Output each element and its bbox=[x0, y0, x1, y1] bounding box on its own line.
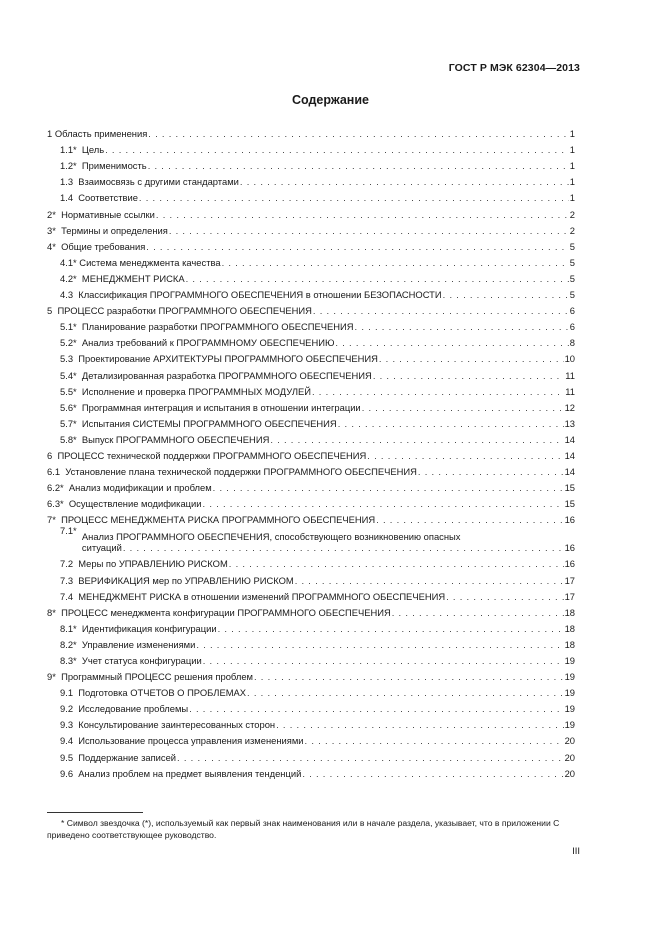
toc-entry-number: 1.2* bbox=[60, 160, 82, 172]
dot-leader bbox=[105, 144, 569, 155]
toc-entry-number: 9.3 bbox=[60, 719, 79, 731]
toc-entry[interactable] bbox=[47, 220, 575, 236]
toc-entry[interactable] bbox=[47, 397, 575, 413]
toc-entry-number: 4.2* bbox=[60, 272, 82, 284]
toc-entry-title: Использование процесса управления изменениями bbox=[78, 735, 304, 747]
dot-leader bbox=[156, 209, 569, 220]
toc-entry-title: Подготовка ОТЧЕТОВ О ПРОБЛЕМАХ bbox=[78, 687, 247, 699]
toc-entry-number: 9.5 bbox=[60, 751, 79, 763]
toc-entry-number: 5.3 bbox=[60, 353, 79, 365]
dot-leader bbox=[276, 719, 563, 730]
table-of-contents bbox=[47, 123, 575, 779]
toc-entry-number: 6.2* bbox=[47, 482, 69, 494]
toc-entry[interactable] bbox=[47, 634, 575, 650]
toc-entry-number: 7* bbox=[47, 514, 62, 526]
toc-entry-title: Поддержание записей bbox=[78, 751, 177, 763]
toc-entry-number: 7.1* bbox=[60, 525, 82, 537]
toc-entry-title: Детализированная разработка ПРОГРАММНОГО ОБЕСПЕЧЕНИЯ bbox=[81, 369, 372, 381]
toc-entry-page: 15 bbox=[564, 482, 575, 494]
toc-entry[interactable] bbox=[47, 569, 575, 585]
toc-entry-title: Применимость bbox=[81, 160, 147, 172]
toc-entry-title: Исследование проблемы bbox=[78, 703, 189, 715]
toc-entry-title: ВЕРИФИКАЦИЯ мер по УПРАВЛЕНИЮ РИСКОМ bbox=[78, 574, 294, 586]
toc-entry-page: 19 bbox=[564, 687, 575, 699]
toc-entry[interactable] bbox=[47, 477, 575, 493]
toc-entry-title: Цель bbox=[81, 144, 105, 156]
toc-entry-page: 1 bbox=[569, 144, 575, 156]
toc-entry-page: 19 bbox=[564, 655, 575, 666]
toc-entry-title: Меры по УПРАВЛЕНИЮ РИСКОМ bbox=[78, 558, 228, 570]
toc-entry[interactable] bbox=[47, 381, 575, 397]
toc-entry-number: 1.4 bbox=[60, 192, 79, 204]
toc-entry-number: 5.5* bbox=[60, 385, 82, 397]
toc-entry-page: 16 bbox=[564, 542, 575, 554]
toc-entry-page: 5 bbox=[569, 272, 575, 284]
toc-entry[interactable] bbox=[47, 682, 575, 698]
toc-entry-page: 1 bbox=[569, 128, 575, 140]
dot-leader bbox=[338, 418, 564, 429]
toc-entry-title: ПРОЦЕСС технической поддержки ПРОГРАММНОГО ОБЕСПЕЧЕНИЯ bbox=[57, 449, 367, 461]
toc-entry-title-continued: ситуаций bbox=[81, 542, 122, 554]
toc-entry-number: 6.3* bbox=[47, 498, 69, 510]
toc-entry[interactable] bbox=[47, 284, 575, 300]
dot-leader bbox=[196, 639, 563, 650]
toc-entry-number: 2* bbox=[47, 208, 62, 220]
toc-entry-page: 8 bbox=[569, 337, 575, 349]
toc-entry-title: Программный ПРОЦЕСС решения проблем bbox=[61, 671, 253, 683]
toc-entry[interactable] bbox=[47, 268, 575, 284]
toc-entry-title: Общие требования bbox=[61, 240, 146, 252]
dot-leader bbox=[443, 289, 569, 300]
toc-entry-page: 5 bbox=[569, 256, 575, 268]
toc-entry-page: 14 bbox=[564, 433, 575, 445]
toc-entry-number: 9.1 bbox=[60, 687, 79, 699]
toc-entry-title: Анализ ПРОГРАММНОГО ОБЕСПЕЧЕНИЯ, способствующего возникновению опасных bbox=[81, 531, 461, 543]
toc-entry-number: 6 bbox=[47, 449, 58, 461]
toc-entry-page: 5 bbox=[569, 240, 575, 252]
toc-entry[interactable] bbox=[47, 445, 575, 461]
toc-entry[interactable] bbox=[47, 429, 575, 445]
toc-entry-page: 18 bbox=[564, 638, 575, 650]
dot-leader bbox=[305, 735, 564, 746]
toc-entry-page: 13 bbox=[564, 417, 575, 429]
footnote: * Символ звездочка (*), используемый как первый знак наименования или в начале раздела, указывает, что в приложении С приведено соответствующее руководство. bbox=[47, 818, 560, 840]
dot-leader bbox=[270, 434, 563, 445]
toc-entry-title: Осуществление модификации bbox=[68, 498, 202, 510]
toc-entry-title: Программная интеграция и испытания в отношении интеграции bbox=[81, 401, 361, 413]
toc-entry[interactable] bbox=[47, 746, 575, 762]
toc-entry-title: Система менеджмента качества bbox=[79, 256, 221, 268]
toc-entry-title: Выпуск ПРОГРАММНОГО ОБЕСПЕЧЕНИЯ bbox=[81, 433, 270, 445]
toc-entry-number: 7.4 bbox=[60, 590, 79, 602]
toc-entry-title: Испытания СИСТЕМЫ ПРОГРАММНОГО ОБЕСПЕЧЕНИЯ bbox=[81, 417, 337, 429]
toc-entry-title: Идентификация конфигурации bbox=[81, 622, 217, 634]
toc-entry-page: 20 bbox=[564, 751, 575, 763]
toc-entry-title: ПРОЦЕСС менеджмента конфигурации ПРОГРАММНОГО ОБЕСПЕЧЕНИЯ bbox=[61, 606, 391, 618]
toc-entry-page: 19 bbox=[564, 703, 575, 715]
toc-entry[interactable] bbox=[47, 650, 575, 666]
toc-entry-page: 15 bbox=[564, 498, 575, 510]
dot-leader bbox=[376, 514, 563, 525]
toc-entry[interactable] bbox=[47, 666, 575, 682]
toc-entry[interactable] bbox=[47, 525, 575, 553]
toc-entry-title: Исполнение и проверка ПРОГРАММНЫХ МОДУЛЕЙ bbox=[81, 385, 311, 397]
toc-entry[interactable] bbox=[47, 618, 575, 634]
toc-entry[interactable] bbox=[47, 155, 575, 171]
toc-entry-number: 5.6* bbox=[60, 401, 82, 413]
dot-leader bbox=[392, 607, 564, 618]
toc-entry[interactable] bbox=[47, 602, 575, 618]
toc-entry[interactable] bbox=[47, 763, 575, 779]
toc-entry-title: Консультирование заинтересованных сторон bbox=[78, 719, 276, 731]
footnote-divider bbox=[47, 812, 143, 813]
toc-entry-number: 8.3* bbox=[60, 655, 82, 666]
dot-leader bbox=[418, 466, 564, 477]
dot-leader bbox=[186, 273, 569, 284]
toc-entry-page: 18 bbox=[564, 622, 575, 634]
page-number: III bbox=[572, 846, 580, 857]
toc-entry-number: 8.2* bbox=[60, 638, 82, 650]
toc-entry-number: 4.1* bbox=[60, 256, 80, 268]
toc-entry-number: 3* bbox=[47, 224, 62, 236]
dot-leader bbox=[148, 128, 568, 139]
toc-entry[interactable] bbox=[47, 236, 575, 252]
toc-entry-page: 1 bbox=[569, 176, 575, 188]
toc-entry[interactable] bbox=[47, 493, 575, 509]
dot-leader bbox=[229, 558, 564, 569]
toc-entry-number: 7.2 bbox=[60, 558, 79, 570]
dot-leader bbox=[379, 353, 564, 364]
toc-entry-page: 17 bbox=[564, 590, 575, 602]
toc-entry-title: МЕНЕДЖМЕНТ РИСКА в отношении изменений ПРОГРАММНОГО ОБЕСПЕЧЕНИЯ bbox=[78, 590, 446, 602]
toc-entry-page: 20 bbox=[564, 735, 575, 747]
toc-entry-number: 6.1 bbox=[47, 466, 66, 478]
toc-entry-number: 5 bbox=[47, 305, 58, 317]
toc-entry[interactable] bbox=[47, 171, 575, 187]
toc-entry-title: Планирование разработки ПРОГРАММНОГО ОБЕСПЕЧЕНИЯ bbox=[81, 321, 354, 333]
toc-entry[interactable] bbox=[47, 123, 575, 139]
toc-entry[interactable] bbox=[47, 714, 575, 730]
toc-entry-number: 1 bbox=[47, 128, 55, 140]
toc-entry-page: 2 bbox=[569, 224, 575, 236]
toc-entry-page: 14 bbox=[564, 449, 575, 461]
toc-entry-number: 5.2* bbox=[60, 337, 82, 349]
toc-entry-title: Анализ модификации и проблем bbox=[68, 482, 212, 494]
dot-leader bbox=[146, 241, 568, 252]
toc-entry-title: Нормативные ссылки bbox=[61, 208, 155, 220]
dot-leader bbox=[123, 542, 564, 553]
dot-leader bbox=[302, 768, 563, 779]
toc-entry-title: Установление плана технической поддержки ПРОГРАММНОГО ОБЕСПЕЧЕНИЯ bbox=[65, 466, 417, 478]
dot-leader bbox=[335, 337, 568, 348]
toc-entry[interactable] bbox=[47, 509, 575, 525]
dot-leader bbox=[355, 321, 569, 332]
toc-entry-number: 4* bbox=[47, 240, 62, 252]
toc-entry[interactable] bbox=[47, 586, 575, 602]
dot-leader bbox=[189, 703, 563, 714]
toc-entry[interactable] bbox=[47, 553, 575, 569]
toc-entry-number: 5.8* bbox=[60, 433, 82, 445]
dot-leader bbox=[222, 257, 569, 268]
toc-entry-page: 1 bbox=[569, 192, 575, 204]
toc-entry[interactable] bbox=[47, 203, 575, 219]
toc-entry[interactable] bbox=[47, 413, 575, 429]
toc-entry-title: Проектирование АРХИТЕКТУРЫ ПРОГРАММНОГО ОБЕСПЕЧЕНИЯ bbox=[78, 353, 378, 365]
dot-leader bbox=[446, 591, 563, 602]
toc-entry[interactable] bbox=[47, 252, 575, 268]
toc-entry-number: 5.4* bbox=[60, 369, 82, 381]
toc-entry-page: 2 bbox=[569, 208, 575, 220]
toc-entry-title: Термины и определения bbox=[61, 224, 168, 236]
toc-entry-title: МЕНЕДЖМЕНТ РИСКА bbox=[81, 272, 185, 284]
dot-leader bbox=[203, 655, 564, 666]
dot-leader bbox=[240, 176, 569, 187]
toc-entry-number: 9* bbox=[47, 671, 62, 683]
toc-entry-title: ПРОЦЕСС МЕНЕДЖМЕНТА РИСКА ПРОГРАММНОГО ОБЕСПЕЧЕНИЯ bbox=[61, 514, 376, 526]
toc-entry-page: 11 bbox=[565, 385, 575, 397]
toc-entry-number: 1.1* bbox=[60, 144, 82, 156]
dot-leader bbox=[203, 498, 564, 509]
toc-entry-number: 7.3 bbox=[60, 574, 79, 586]
toc-entry-title: Классификация ПРОГРАММНОГО ОБЕСПЕЧЕНИЯ в отношении БЕЗОПАСНОСТИ bbox=[78, 289, 442, 301]
toc-entry[interactable] bbox=[47, 461, 575, 477]
toc-entry-page: 6 bbox=[569, 321, 575, 333]
dot-leader bbox=[373, 370, 564, 381]
standard-designation: ГОСТ Р МЭК 62304—2013 bbox=[448, 62, 580, 74]
toc-entry-title: Область применения bbox=[54, 128, 148, 140]
toc-entry-page: 19 bbox=[564, 719, 575, 731]
toc-entry-number: 8* bbox=[47, 606, 62, 618]
toc-entry-number: 5.7* bbox=[60, 417, 82, 429]
toc-entry[interactable] bbox=[47, 364, 575, 380]
dot-leader bbox=[148, 160, 569, 171]
toc-entry-title: Анализ проблем на предмет выявления тенденций bbox=[78, 767, 302, 779]
toc-entry-page: 1 bbox=[569, 160, 575, 172]
toc-entry-number: 4.3 bbox=[60, 289, 79, 301]
page-title: Содержание bbox=[291, 93, 369, 107]
dot-leader bbox=[139, 192, 569, 203]
toc-entry-number: 9.4 bbox=[60, 735, 79, 747]
dot-leader bbox=[169, 225, 569, 236]
toc-entry[interactable] bbox=[47, 698, 575, 714]
toc-entry-page: 14 bbox=[564, 466, 575, 478]
toc-entry-page: 19 bbox=[564, 671, 575, 683]
toc-entry-title: Учет статуса конфигурации bbox=[81, 655, 202, 666]
toc-entry-page: 16 bbox=[564, 514, 575, 526]
dot-leader bbox=[254, 671, 564, 682]
toc-entry-page: 18 bbox=[564, 606, 575, 618]
dot-leader bbox=[313, 305, 569, 316]
dot-leader bbox=[218, 623, 564, 634]
toc-entry-page: 12 bbox=[564, 401, 575, 413]
toc-entry-page: 16 bbox=[564, 558, 575, 570]
dot-leader bbox=[367, 450, 563, 461]
toc-entry-number: 8.1* bbox=[60, 622, 82, 634]
toc-entry[interactable] bbox=[47, 187, 575, 203]
toc-entry-number: 9.2 bbox=[60, 703, 79, 715]
toc-entry-page: 11 bbox=[565, 369, 575, 381]
toc-entry-title: Соответствие bbox=[78, 192, 138, 204]
toc-entry[interactable] bbox=[47, 348, 575, 364]
toc-entry-number: 5.1* bbox=[60, 321, 82, 333]
dot-leader bbox=[177, 752, 564, 763]
dot-leader bbox=[312, 386, 564, 397]
toc-entry-page: 10 bbox=[564, 353, 575, 365]
toc-entry-title: Управление изменениями bbox=[81, 638, 196, 650]
toc-entry-page: 5 bbox=[569, 289, 575, 301]
dot-leader bbox=[247, 687, 564, 698]
toc-entry-title: Анализ требований к ПРОГРАММНОМУ ОБЕСПЕЧЕНИЮ bbox=[81, 337, 335, 349]
dot-leader bbox=[213, 482, 564, 493]
toc-entry-number: 1.3 bbox=[60, 176, 79, 188]
toc-entry[interactable] bbox=[47, 316, 575, 332]
toc-entry-number: 9.6 bbox=[60, 767, 79, 779]
toc-entry[interactable] bbox=[47, 300, 575, 316]
toc-entry[interactable] bbox=[47, 730, 575, 746]
toc-entry-title: Взаимосвязь с другими стандартами bbox=[78, 176, 239, 188]
dot-leader bbox=[295, 575, 564, 586]
toc-entry[interactable] bbox=[47, 139, 575, 155]
toc-entry-page: 20 bbox=[564, 767, 575, 779]
toc-entry-page: 6 bbox=[569, 305, 575, 317]
toc-entry-title: ПРОЦЕСС разработки ПРОГРАММНОГО ОБЕСПЕЧЕНИЯ bbox=[57, 305, 312, 317]
toc-entry-page: 17 bbox=[564, 574, 575, 586]
dot-leader bbox=[362, 402, 564, 413]
toc-entry[interactable] bbox=[47, 332, 575, 348]
